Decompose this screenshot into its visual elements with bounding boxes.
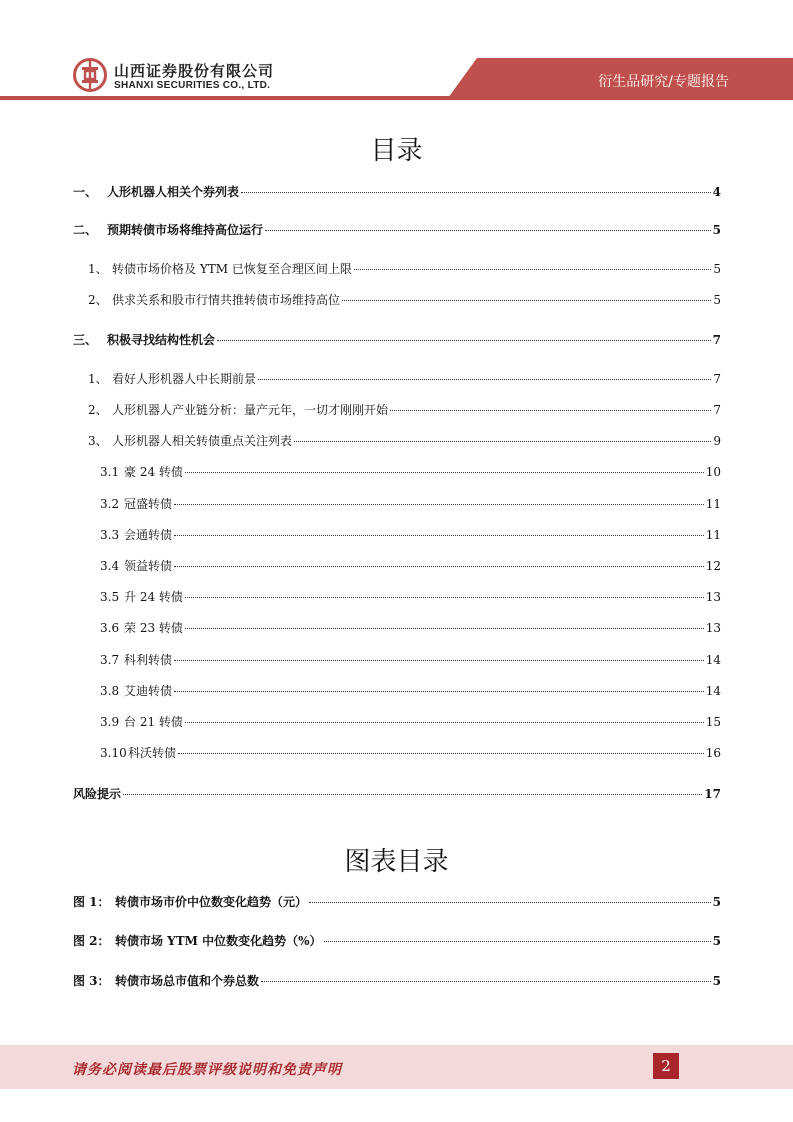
dot-leader — [217, 340, 711, 341]
figure-entry-2[interactable] — [73, 933, 721, 949]
toc-entry-page: 7 — [713, 372, 721, 386]
figure-entry-3[interactable] — [73, 973, 721, 989]
toc-title: 目录 — [370, 136, 423, 166]
figure-entry-number: 图 1： — [73, 895, 110, 909]
figure-entry-text: 转债市场总市值和个券总数 — [115, 974, 260, 988]
dot-leader — [185, 472, 704, 473]
toc-entry-2-1[interactable] — [88, 261, 721, 277]
toc-entry-text: 风险提示 — [73, 787, 122, 801]
figure-entry-number: 图 2： — [73, 934, 110, 948]
toc-entry-risk-warning[interactable] — [73, 786, 721, 802]
toc-entry-number: 3.5 — [100, 590, 120, 604]
shanxi-securities-logo-icon — [73, 58, 107, 92]
dot-leader — [265, 230, 711, 231]
dot-leader — [309, 902, 711, 903]
toc-entry-page: 7 — [712, 333, 721, 347]
figure-entry-page: 5 — [712, 934, 721, 948]
toc-entry-page: 7 — [713, 403, 721, 417]
dot-leader — [294, 441, 711, 442]
dot-leader — [185, 597, 704, 598]
toc-entry-page: 14 — [705, 653, 721, 667]
toc-entry-3-3-7[interactable] — [100, 652, 721, 668]
toc-entry-number: 二、 — [73, 223, 98, 237]
toc-entry-3-3-1[interactable] — [100, 464, 721, 480]
toc-entry-3-3-2[interactable] — [100, 496, 721, 512]
figure-entry-number: 图 3： — [73, 974, 110, 988]
toc-entry-section-1[interactable] — [73, 184, 721, 200]
toc-entry-text: 人形机器人相关个券列表 — [107, 185, 240, 199]
toc-entry-number: 3.6 — [100, 621, 120, 635]
toc-entry-3-3-8[interactable] — [100, 683, 721, 699]
dot-leader — [390, 410, 711, 411]
toc-entry-text: 人形机器人产业链分析：量产元年，一切才刚刚开始 — [112, 403, 389, 417]
page-footer — [0, 1045, 793, 1089]
toc-entry-text: 荣 23 转债 — [124, 621, 183, 635]
dot-leader — [178, 753, 704, 754]
toc-entry-page: 17 — [704, 787, 721, 801]
toc-entry-text: 供求关系和股市行情共推转债市场维持高位 — [112, 293, 341, 307]
dot-leader — [174, 504, 704, 505]
toc-entry-section-3[interactable] — [73, 332, 721, 348]
dot-leader — [342, 300, 711, 301]
toc-entry-3-2[interactable] — [88, 402, 721, 418]
toc-entry-3-3-9[interactable] — [100, 714, 721, 730]
toc-entry-text: 转债市场价格及 YTM 已恢复至合理区间上限 — [112, 262, 352, 276]
toc-entry-page: 14 — [705, 684, 721, 698]
report-type: 衍生品研究/专题报告 — [598, 74, 729, 90]
toc-entry-3-3-6[interactable] — [100, 620, 721, 636]
toc-entry-3-3-5[interactable] — [100, 589, 721, 605]
toc-entry-text: 升 24 转债 — [124, 590, 183, 604]
toc-entry-number: 3.2 — [100, 497, 120, 511]
toc-entry-page: 16 — [705, 746, 721, 760]
figure-entry-text: 转债市场 YTM 中位数变化趋势（%） — [115, 934, 322, 948]
toc-entry-page: 5 — [713, 262, 721, 276]
company-name-cn: 山西证券股份有限公司 — [114, 62, 275, 80]
toc-entry-number: 3.9 — [100, 715, 120, 729]
dot-leader — [241, 192, 711, 193]
dot-leader — [354, 269, 712, 270]
page-number: 2 — [653, 1053, 679, 1079]
toc-entry-text: 台 21 转债 — [124, 715, 183, 729]
toc-entry-number: 一、 — [73, 185, 98, 199]
toc-entry-text: 预期转债市场将维持高位运行 — [107, 223, 264, 237]
toc-entry-2-2[interactable] — [88, 292, 721, 308]
toc-entry-3-3-3[interactable] — [100, 527, 721, 543]
dot-leader — [174, 691, 704, 692]
toc-entry-page: 11 — [705, 497, 721, 511]
page-header — [0, 0, 793, 110]
toc-entry-page: 13 — [705, 621, 721, 635]
toc-entry-number: 三、 — [73, 333, 98, 347]
dot-leader — [258, 379, 711, 380]
header-banner — [0, 0, 793, 110]
toc-entry-page: 15 — [705, 715, 721, 729]
dot-leader — [123, 794, 702, 795]
toc-entry-number: 1、 — [88, 372, 108, 386]
toc-entry-text: 积极寻找结构性机会 — [107, 333, 216, 347]
toc-entry-3-3-4[interactable] — [100, 558, 721, 574]
toc-entry-text: 领益转债 — [124, 559, 173, 573]
toc-entry-text: 科利转债 — [124, 653, 173, 667]
toc-entry-text: 人形机器人相关转债重点关注列表 — [112, 434, 293, 448]
dot-leader — [174, 660, 704, 661]
figure-entry-1[interactable] — [73, 894, 721, 910]
toc-entry-text: 看好人形机器人中长期前景 — [112, 372, 257, 386]
disclaimer-text: 请务必阅读最后股票评级说明和免责声明 — [72, 1062, 342, 1078]
toc-entry-number: 3.8 — [100, 684, 120, 698]
toc-entry-number: 1、 — [88, 262, 108, 276]
toc-entry-number: 2、 — [88, 403, 108, 417]
toc-entry-3-3-10[interactable] — [100, 745, 721, 761]
toc-entry-text: 冠盛转债 — [124, 497, 173, 511]
figure-entry-page: 5 — [712, 895, 721, 909]
toc-entry-number: 3.3 — [100, 528, 120, 542]
toc-entry-number: 3.4 — [100, 559, 120, 573]
toc-entry-text: 豪 24 转债 — [124, 465, 183, 479]
toc-entry-page: 5 — [713, 293, 721, 307]
dot-leader — [174, 566, 704, 567]
toc-entry-page: 9 — [713, 434, 721, 448]
toc-entry-page: 10 — [705, 465, 721, 479]
toc-entry-number: 3.7 — [100, 653, 120, 667]
dot-leader — [185, 628, 704, 629]
figure-entry-text: 转债市场市价中位数变化趋势（元） — [115, 895, 308, 909]
dot-leader — [261, 981, 711, 982]
figure-entry-page: 5 — [712, 974, 721, 988]
toc-entry-page: 4 — [712, 185, 721, 199]
dot-leader — [324, 941, 711, 942]
toc-entry-text: 科沃转债 — [128, 746, 177, 760]
dot-leader — [174, 535, 704, 536]
toc-entry-section-2[interactable] — [73, 222, 721, 238]
toc-entry-number: 3、 — [88, 434, 108, 448]
toc-entry-text: 艾迪转债 — [124, 684, 173, 698]
company-name-en: SHANXI SECURITIES CO., LTD. — [114, 80, 271, 91]
toc-entry-number: 3.1 — [100, 465, 120, 479]
toc-entry-page: 11 — [705, 528, 721, 542]
toc-entry-page: 5 — [712, 223, 721, 237]
toc-entry-page: 12 — [705, 559, 721, 573]
toc-entry-3-3[interactable] — [88, 433, 721, 449]
toc-entry-text: 会通转债 — [124, 528, 173, 542]
toc-entry-page: 13 — [705, 590, 721, 604]
dot-leader — [185, 722, 704, 723]
toc-entry-3-1[interactable] — [88, 371, 721, 387]
toc-entry-number: 3.10 — [100, 746, 127, 760]
figure-list-title: 图表目录 — [344, 847, 449, 877]
toc-entry-number: 2、 — [88, 293, 108, 307]
